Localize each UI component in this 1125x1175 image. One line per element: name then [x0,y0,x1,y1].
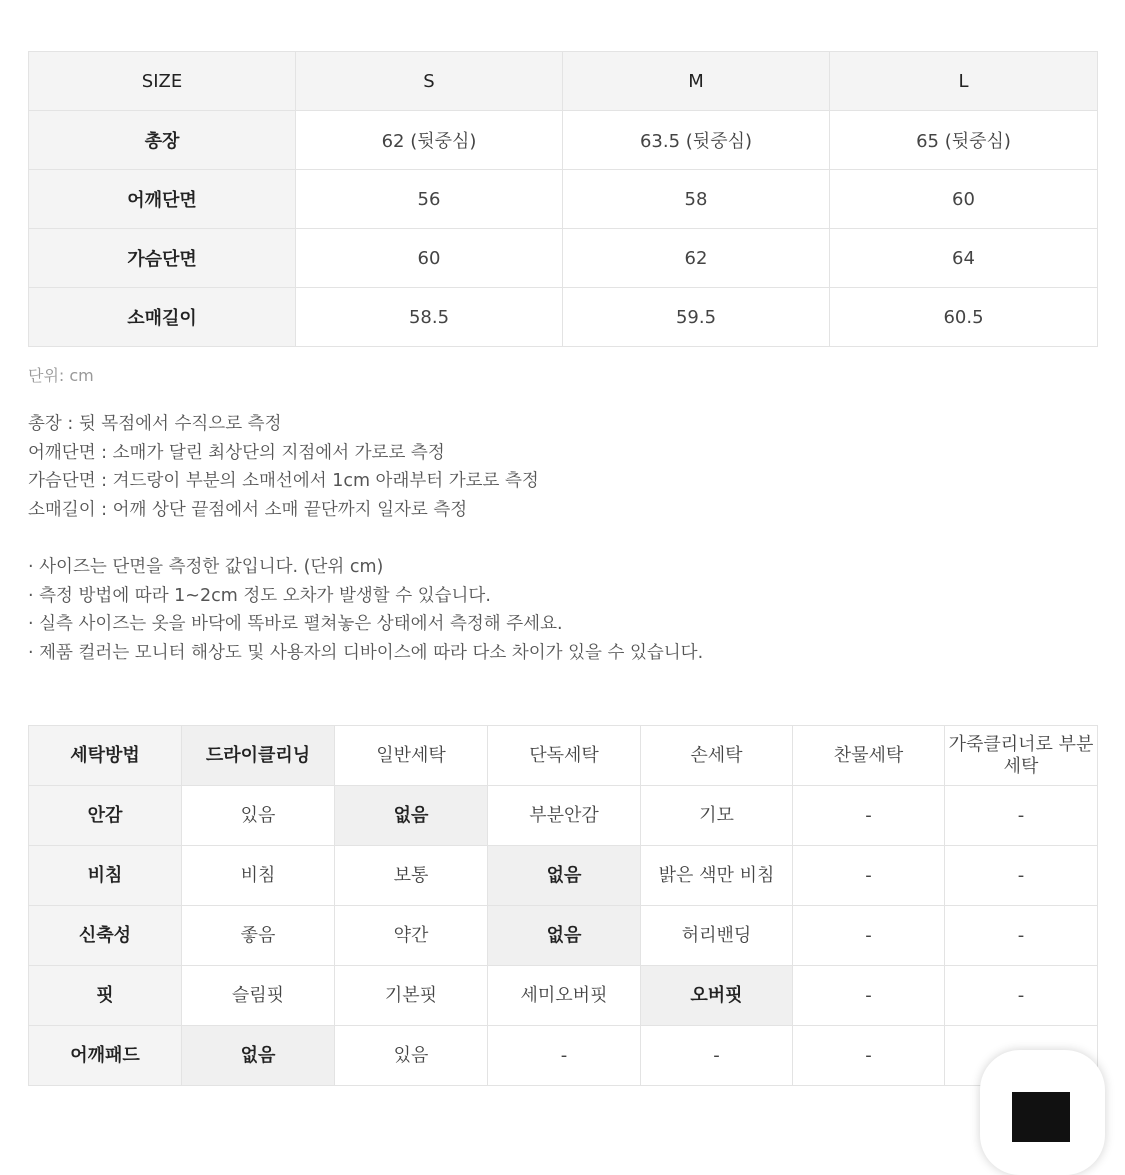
care-cell: 허리밴딩 [641,906,793,966]
care-cell: 비침 [182,846,335,906]
size-header-cell: L [830,52,1098,111]
size-cell: 58 [563,170,830,229]
info-bullet: · 실측 사이즈는 옷을 바닥에 똑바로 펼쳐놓은 상태에서 측정해 주세요. [28,610,703,639]
care-row [29,786,1098,846]
care-cell: 있음 [182,786,335,846]
size-row-label: 가슴단면 [29,229,296,288]
size-cell: 60.5 [830,288,1098,347]
size-cell: 62 [563,229,830,288]
measurement-note: 총장 : 뒷 목점에서 수직으로 측정 [28,414,282,434]
info-bullets [28,553,703,668]
size-cell: 64 [830,229,1098,288]
measurement-note: 소매길이 : 어깨 상단 끝점에서 소매 끝단까지 일자로 측정 [28,500,468,521]
care-cell: 없음 [335,786,488,846]
size-row-label: 총장 [29,111,296,170]
size-row-label: 소매길이 [29,288,296,347]
care-cell: 부분안감 [488,786,641,846]
size-cell: 58.5 [296,288,563,347]
care-cell: - [793,906,945,966]
care-row [29,966,1098,1026]
care-cell: - [793,966,945,1026]
care-cell: 좋음 [182,906,335,966]
measurement-notes [28,410,539,525]
size-header-cell: M [563,52,830,111]
info-bullet: · 사이즈는 단면을 측정한 값입니다. (단위 cm) [28,553,703,582]
info-bullet: · 제품 컬러는 모니터 해상도 및 사용자의 디바이스에 따라 다소 차이가 있을 수 있습니다. [28,639,703,668]
care-cell: 기본핏 [335,966,488,1026]
care-cell: - [641,1026,793,1086]
size-cell: 65 (뒷중심) [830,111,1098,170]
care-cell: - [793,1026,945,1086]
size-header-cell: SIZE [29,52,296,111]
size-row [29,288,1098,347]
info-bullet: · 측정 방법에 따라 1~2cm 정도 오차가 발생할 수 있습니다. [28,582,703,611]
care-cell: 손세탁 [641,726,793,786]
care-row-label: 신축성 [29,906,182,966]
care-cell: - [945,966,1098,1026]
floating-button[interactable] [980,1050,1105,1175]
care-cell: 일반세탁 [335,726,488,786]
care-row-label: 핏 [29,966,182,1026]
care-cell: 기모 [641,786,793,846]
care-cell: 드라이클리닝 [182,726,335,786]
care-row-label: 어깨패드 [29,1026,182,1086]
care-cell: 밝은 색만 비침 [641,846,793,906]
size-row-label: 어깨단면 [29,170,296,229]
care-cell: 오버핏 [641,966,793,1026]
care-row-label: 세탁방법 [29,726,182,786]
care-cell: 있음 [335,1026,488,1086]
care-cell: 없음 [182,1026,335,1086]
size-row [29,111,1098,170]
care-row [29,906,1098,966]
size-header-cell: S [296,52,563,111]
unit-note: 단위: cm [28,366,94,385]
size-cell: 59.5 [563,288,830,347]
care-cell: 세미오버핏 [488,966,641,1026]
care-cell: 약간 [335,906,488,966]
size-cell: 60 [830,170,1098,229]
care-cell: 찬물세탁 [793,726,945,786]
size-row [29,170,1098,229]
care-header-row [29,726,1098,786]
care-cell: 슬림핏 [182,966,335,1026]
size-header-row [29,52,1098,111]
stop-icon [1012,1092,1070,1142]
care-cell: - [945,906,1098,966]
size-cell: 62 (뒷중심) [296,111,563,170]
size-cell: 56 [296,170,563,229]
care-cell: 없음 [488,906,641,966]
measurement-note: 어깨단면 : 소매가 달린 최상단의 지점에서 가로로 측정 [28,442,445,463]
care-row [29,846,1098,906]
care-cell: - [793,786,945,846]
care-table [28,725,1098,1086]
care-cell: - [945,786,1098,846]
size-cell: 63.5 (뒷중심) [563,111,830,170]
care-cell: 보통 [335,846,488,906]
care-cell: - [793,846,945,906]
care-row-label: 비침 [29,846,182,906]
care-row-label: 안감 [29,786,182,846]
care-cell: 없음 [488,846,641,906]
care-cell: - [945,846,1098,906]
care-cell: 단독세탁 [488,726,641,786]
size-table [28,51,1098,347]
measurement-note: 가슴단면 : 겨드랑이 부분의 소매선에서 1cm 아래부터 가로로 측정 [28,471,539,492]
care-cell: - [488,1026,641,1086]
care-cell: 가죽클리너로 부분세탁 [945,726,1098,786]
size-row [29,229,1098,288]
care-row [29,1026,1098,1086]
size-cell: 60 [296,229,563,288]
